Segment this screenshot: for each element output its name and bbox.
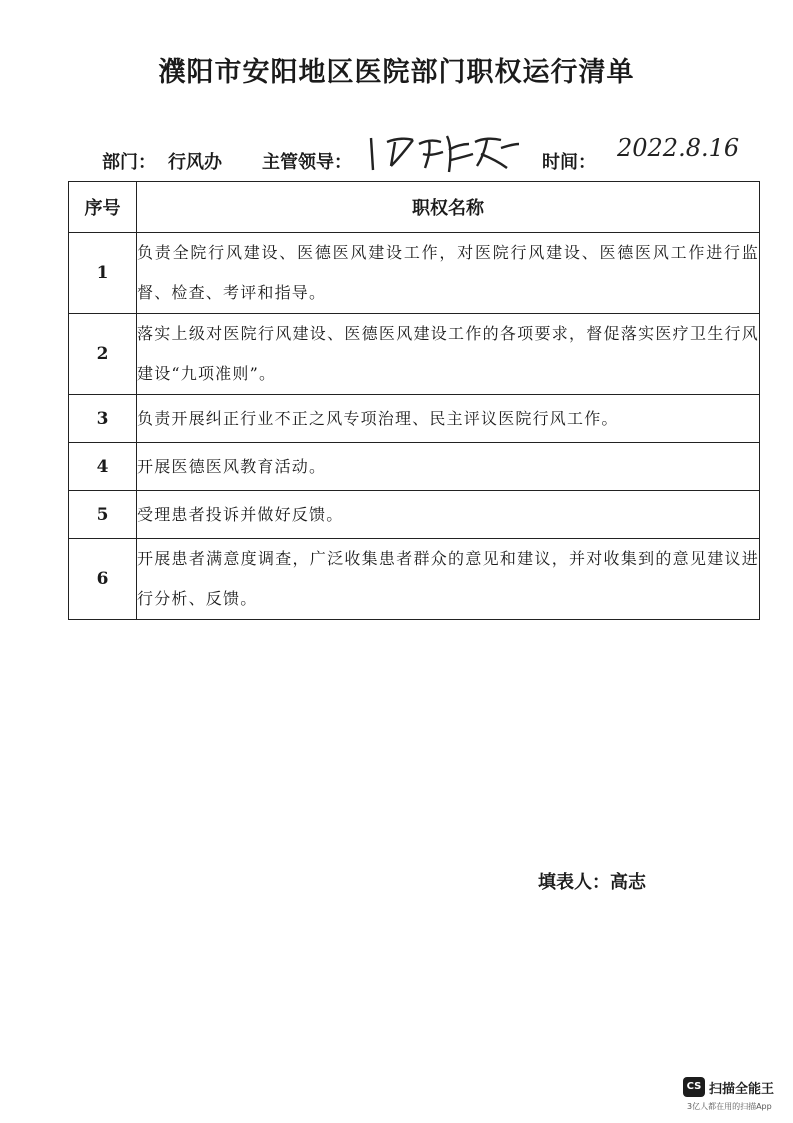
table-row (69, 233, 760, 314)
row-number: 2 (69, 314, 137, 395)
table-row (69, 314, 760, 395)
filler-name: 高志 (610, 872, 646, 893)
row-number: 6 (69, 539, 137, 620)
table-row (69, 491, 760, 539)
handwritten-signature (367, 128, 532, 174)
duties-table (68, 181, 760, 620)
department-value: 行风办 (168, 152, 222, 173)
table-row (69, 443, 760, 491)
table-row (69, 539, 760, 620)
watermark-tagline: 3亿人都在用的扫描App (687, 1102, 772, 1111)
table-row (69, 395, 760, 443)
date-label: 时间： (542, 152, 596, 173)
meta-row (72, 134, 762, 176)
row-number: 1 (69, 233, 137, 314)
row-description: 开展患者满意度调查，广泛收集患者群众的意见和建议，并对收集到的意见建议进行分析、反馈。 (137, 539, 760, 620)
camscanner-logo-icon: CS (683, 1077, 705, 1097)
row-description: 落实上级对医院行风建设、医德医风建设工作的各项要求，督促落实医疗卫生行风建设“九项准则”。 (137, 314, 760, 395)
department-label: 部门： (102, 152, 156, 173)
filler-label: 填表人： (538, 872, 610, 893)
leader-label: 主管领导： (262, 152, 352, 173)
watermark-app-name: 扫描全能王 (709, 1082, 775, 1097)
row-description: 受理患者投诉并做好反馈。 (137, 491, 760, 539)
scanner-watermark (683, 1075, 783, 1115)
row-number: 5 (69, 491, 137, 539)
row-description: 开展医德医风教育活动。 (137, 443, 760, 491)
filler-line (538, 868, 646, 894)
table-header-row (69, 182, 760, 233)
row-description: 负责开展纠正行业不正之风专项治理、民主评议医院行风工作。 (137, 395, 760, 443)
header-duty-name: 职权名称 (137, 182, 760, 233)
header-no: 序号 (69, 182, 137, 233)
row-number: 4 (69, 443, 137, 491)
row-description: 负责全院行风建设、医德医风建设工作，对医院行风建设、医德医风工作进行监督、检查、考评和指导。 (137, 233, 760, 314)
row-number: 3 (69, 395, 137, 443)
document-title: 濮阳市安阳地区医院部门职权运行清单 (158, 57, 635, 88)
date-value: 2022.8.16 (617, 134, 740, 162)
